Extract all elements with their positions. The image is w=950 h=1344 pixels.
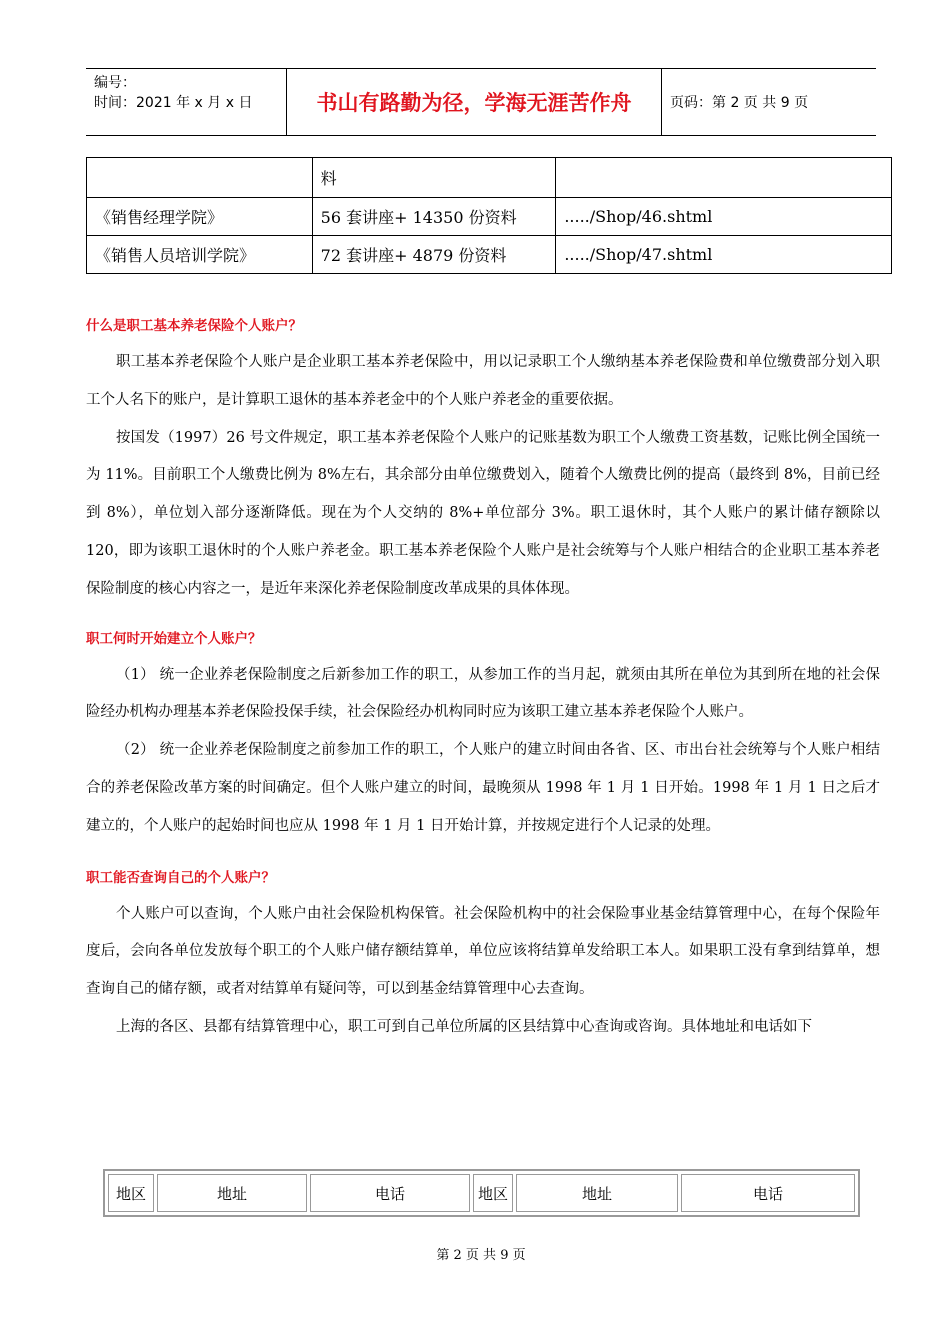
- column-header: 地址: [516, 1174, 678, 1212]
- table-row: [87, 158, 892, 198]
- document-body: [86, 308, 880, 1047]
- table-cell: 《销售经理学院》: [87, 198, 313, 236]
- table-cell: [556, 158, 892, 198]
- column-header: 电话: [681, 1174, 855, 1212]
- table-cell: [87, 158, 313, 198]
- header-page-number: 页码：第 2 页 共 9 页: [670, 95, 809, 111]
- resource-link[interactable]: ...../Shop/47.shtml: [556, 236, 892, 274]
- resource-table: [86, 157, 892, 274]
- header-time: 时间：2021 年 x 月 x 日: [94, 95, 253, 111]
- table-header-row: [108, 1174, 855, 1212]
- paragraph: （2） 统一企业养老保险制度之前参加工作的职工，个人账户的建立时间由各省、区、市出台社会统筹与个人账户相结合的养老保险改革方案的时间确定。但个人账户建立的时间，最晚须从 1998 年 1 月 1 日开始。1998 年 1 月 1 日之后才建立的，个人账户的起始时间也应从 1998 年 1 月 1 日开始计算，并按规定进行个人记录的处理。: [86, 742, 880, 834]
- section-heading: 职工能否查询自己的个人账户？: [86, 869, 275, 886]
- table-row: [87, 236, 892, 274]
- column-header: 地区: [473, 1174, 513, 1212]
- section-heading: 什么是职工基本养老保险个人账户？: [86, 318, 302, 334]
- resource-link[interactable]: ...../Shop/46.shtml: [556, 198, 892, 236]
- table-cell: 72 套讲座+ 4879 份资料: [312, 236, 556, 274]
- header-number: 编号：: [94, 75, 136, 91]
- address-table: [103, 1169, 860, 1217]
- header-motto: 书山有路勤为径，学海无涯苦作舟: [286, 69, 662, 135]
- paragraph: 个人账户可以查询，个人账户由社会保险机构保管。社会保险机构中的社会保险事业基金结算管理中心，在每个保险年度后，会向各单位发放每个职工的个人账户储存额结算单，单位应该将结算单发给职工本人。如果职工没有拿到结算单，想查询自己的储存额，或者对结算单有疑问等，可以到基金结算管理中心去查询。: [86, 905, 880, 998]
- paragraph: 职工基本养老保险个人账户是企业职工基本养老保险中，用以记录职工个人缴纳基本养老保险费和单位缴费部分划入职工个人名下的账户，是计算职工退休的基本养老金中的个人账户养老金的重要依据。: [86, 354, 880, 408]
- table-cell: 料: [312, 158, 556, 198]
- column-header: 地址: [157, 1174, 307, 1212]
- paragraph: 按国发（1997）26 号文件规定，职工基本养老保险个人账户的记账基数为职工个人缴费工资基数，记账比例全国统一为 11%。目前职工个人缴费比例为 8%左右，其余部分由单位缴费划入，随着个人缴费比例的提高（最终到 8%，目前已经到 8%），单位划入部分逐渐降低。现在为个人交纳的 8%+单位部分 3%。职工退休时，其个人账户的累计储存额除以 120，即为该职工退休时的个人账户养老金。职工基本养老保险个人账户是社会统筹与个人账户相结合的企业职工基本养老保险制度的核心内容之一，是近年来深化养老保险制度改革成果的具体体现。: [86, 429, 880, 597]
- header-meta: [86, 69, 286, 135]
- table-row: [87, 198, 892, 236]
- paragraph: （1） 统一企业养老保险制度之后新参加工作的职工，从参加工作的当月起，就须由其所在单位为其到所在地的社会保险经办机构办理基本养老保险投保手续，社会保险经办机构同时应为该职工建立基本养老保险个人账户。: [86, 666, 880, 721]
- paragraph: 上海的各区、县都有结算管理中心，职工可到自己单位所属的区县结算中心查询或咨询。具体地址和电话如下: [116, 1018, 812, 1035]
- page-header: [86, 68, 876, 136]
- table-cell: 56 套讲座+ 14350 份资料: [312, 198, 556, 236]
- column-header: 电话: [310, 1174, 470, 1212]
- section-heading: 职工何时开始建立个人账户？: [86, 630, 262, 647]
- page-footer: 第 2 页 共 9 页: [436, 1248, 526, 1263]
- table-cell: 《销售人员培训学院》: [87, 236, 313, 274]
- column-header: 地区: [108, 1174, 154, 1212]
